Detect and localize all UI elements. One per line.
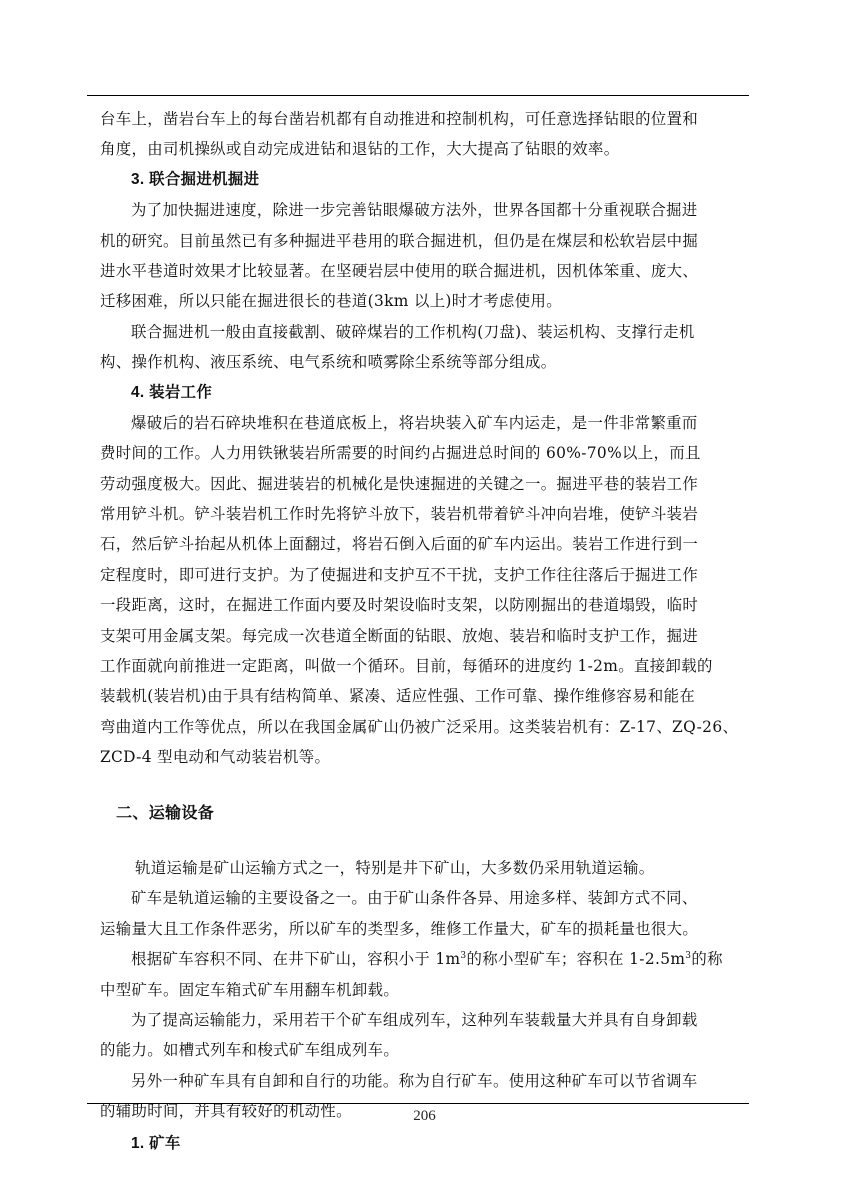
text-line: 常用铲斗机。铲斗装岩机工作时先将铲斗放下，装岩机带着铲斗冲向岩堆，使铲斗装岩 — [100, 505, 699, 524]
subheading-rock-loading: 4. 装岩工作 — [131, 383, 213, 401]
superscript: 3 — [460, 951, 467, 962]
text-line-with-units — [100, 944, 750, 974]
text-line: 石，然后铲斗抬起从机体上面翻过，将岩石倒入后面的矿车内运出。装岩工作进行到一 — [100, 535, 699, 554]
spacer — [100, 773, 750, 799]
text-line: 为了提高运输能力，采用若干个矿车组成列车，这种列车装载量大并具有自身卸载 — [131, 1010, 698, 1029]
text-line: 运输量大且工作条件恶劣，所以矿车的类型多，维修工作量大，矿车的损耗量也很大。 — [100, 919, 699, 938]
text-line: 矿车是轨道运输的主要设备之一。由于矿山条件各异、用途多样、装卸方式不同、 — [131, 889, 698, 908]
text-line: 一段距离，这时，在掘进工作面内要及时架设临时支架，以防刚掘出的巷道塌毁，临时 — [100, 596, 699, 615]
text-line: 爆破后的岩石碎块堆积在巷道底板上，将岩块装入矿车内运走，是一件非常繁重而 — [131, 413, 698, 432]
subheading-mine-car: 1. 矿车 — [131, 1134, 181, 1152]
text-segment: 的称小型矿车；容积在 1-2.5m — [466, 950, 686, 969]
text-line: 工作面就向前推进一定距离，叫做一个循环。目前，每循环的进度约 1-2m。直接卸载的 — [100, 657, 713, 676]
text-line: 定程度时，即可进行支护。为了使掘进和支护互不干扰，支护工作往往落后于掘进工作 — [100, 565, 699, 584]
text-line: 的辅助时间，并具有较好的机动性。 — [100, 1102, 352, 1121]
text-line: 装载机(装岩机)由于具有结构简单、紧凑、适应性强、工作可靠、操作维修容易和能在 — [100, 687, 696, 706]
header-rule — [87, 95, 749, 96]
superscript: 3 — [685, 951, 692, 962]
footer-rule — [87, 1103, 749, 1104]
text-line: 劳动强度极大。因此、掘进装岩的机械化是快速掘进的关键之一。掘进平巷的装岩工作 — [100, 474, 699, 493]
text-line: 支架可用金属支架。每完成一次巷道全断面的钻眼、放炮、装岩和临时支护工作，掘进 — [100, 626, 699, 645]
text-line: 轨道运输是矿山运输方式之一，特别是井下矿山，大多数仍采用轨道运输。 — [135, 858, 655, 877]
section-heading-transport-equipment: 二、运输设备 — [116, 804, 215, 822]
spacer — [100, 829, 750, 853]
text-line: 角度，由司机操纵或自动完成进钻和退钻的工作，大大提高了钻眼的效率。 — [100, 140, 620, 159]
page-number: 206 — [413, 1108, 436, 1124]
text-line: 联合掘进机一般由直接截割、破碎煤岩的工作机构(刀盘)、装运机构、支撑行走机 — [131, 322, 695, 341]
text-line: 进水平巷道时效果才比较显著。在坚硬岩层中使用的联合掘进机，因机体笨重、庞大、 — [100, 261, 699, 280]
text-line: 机的研究。目前虽然已有多种掘进平巷用的联合掘进机，但仍是在煤层和松软岩层中掘 — [100, 231, 699, 250]
subheading-combined-tunneling: 3. 联合掘进机掘进 — [131, 170, 260, 188]
text-line: 弯曲道内工作等优点，所以在我国金属矿山仍被广泛采用。这类装岩机有：Z-17、ZQ-26、 — [100, 717, 739, 736]
text-segment: 根据矿车容积不同、在井下矿山，容积小于 1m — [131, 950, 461, 969]
text-line: 中型矿车。固定车箱式矿车用翻车机卸载。 — [100, 980, 400, 999]
body-text — [100, 104, 750, 1159]
text-line: 的能力。如槽式列车和梭式矿车组成列车。 — [100, 1041, 400, 1060]
text-segment: 的称 — [691, 950, 723, 969]
text-line: ZCD-4 型电动和气动装岩机等。 — [100, 748, 331, 767]
text-line: 费时间的工作。人力用铁锹装岩所需要的时间约占掘进总时间的 60%-70%以上，而且 — [100, 444, 701, 463]
text-line: 迁移困难，所以只能在掘进很长的巷道(3km 以上)时才考虑使用。 — [100, 292, 562, 311]
text-line: 构、操作机构、液压系统、电气系统和喷雾除尘系统等部分组成。 — [100, 353, 557, 372]
text-line: 另外一种矿车具有自卸和自行的功能。称为自行矿车。使用这种矿车可以节省调车 — [131, 1071, 698, 1090]
text-line: 为了加快掘进速度，除进一步完善钻眼爆破方法外，世界各国都十分重视联合掘进 — [131, 201, 698, 220]
text-line: 台车上，凿岩台车上的每台凿岩机都有自动推进和控制机构，可任意选择钻眼的位置和 — [100, 110, 699, 128]
